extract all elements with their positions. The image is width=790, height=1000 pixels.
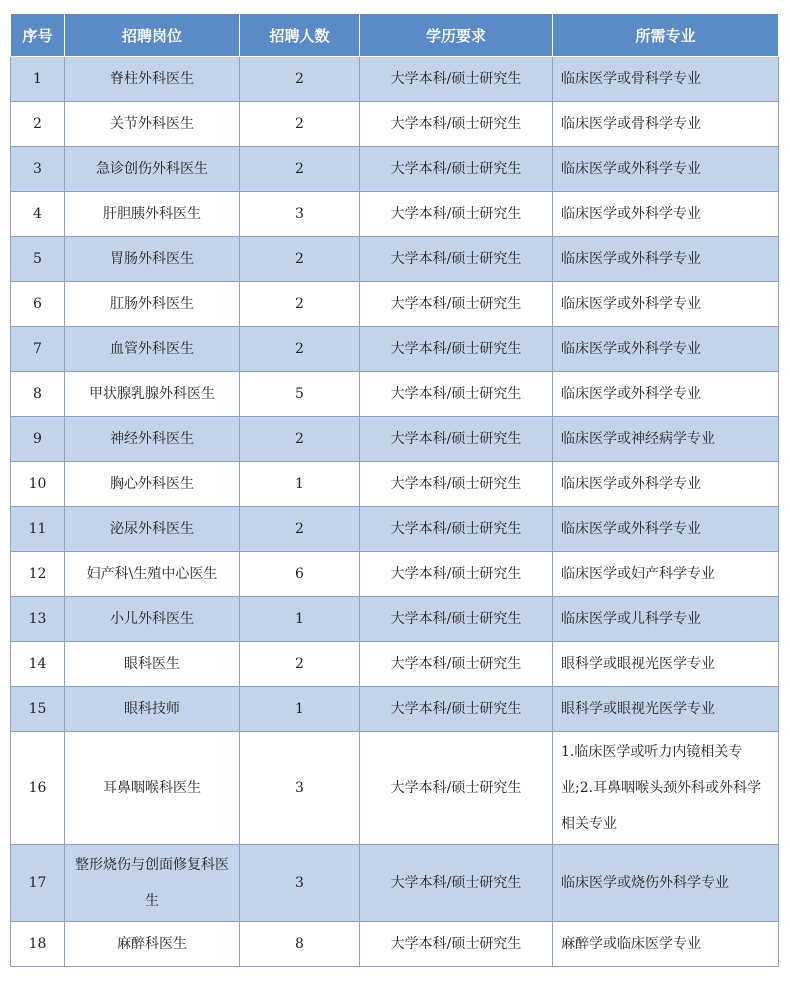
header-major: 所需专业 (553, 14, 779, 57)
table-row (11, 282, 779, 327)
cell-index: 8 (11, 372, 65, 417)
table-header-row (11, 14, 779, 57)
cell-count: 2 (240, 237, 360, 282)
cell-major: 临床医学或妇产科学专业 (553, 552, 779, 597)
cell-count: 6 (240, 552, 360, 597)
cell-major: 临床医学或外科学专业 (553, 192, 779, 237)
cell-major: 临床医学或外科学专业 (553, 237, 779, 282)
table-row (11, 922, 779, 967)
table-row (11, 687, 779, 732)
cell-position: 肝胆胰外科医生 (65, 192, 240, 237)
cell-position: 胸心外科医生 (65, 462, 240, 507)
cell-education: 大学本科/硕士研究生 (360, 57, 553, 102)
cell-count: 2 (240, 147, 360, 192)
cell-position: 整形烧伤与创面修复科医生 (65, 845, 240, 922)
cell-count: 1 (240, 597, 360, 642)
header-education: 学历要求 (360, 14, 553, 57)
cell-index: 14 (11, 642, 65, 687)
cell-index: 7 (11, 327, 65, 372)
cell-index: 6 (11, 282, 65, 327)
cell-education: 大学本科/硕士研究生 (360, 417, 553, 462)
cell-education: 大学本科/硕士研究生 (360, 642, 553, 687)
cell-education: 大学本科/硕士研究生 (360, 462, 553, 507)
cell-count: 3 (240, 845, 360, 922)
cell-count: 1 (240, 462, 360, 507)
cell-position: 神经外科医生 (65, 417, 240, 462)
cell-education: 大学本科/硕士研究生 (360, 282, 553, 327)
cell-index: 1 (11, 57, 65, 102)
table-row (11, 845, 779, 922)
cell-index: 11 (11, 507, 65, 552)
cell-count: 2 (240, 102, 360, 147)
cell-count: 5 (240, 372, 360, 417)
cell-major: 眼科学或眼视光医学专业 (553, 642, 779, 687)
cell-index: 10 (11, 462, 65, 507)
cell-position: 急诊创伤外科医生 (65, 147, 240, 192)
cell-index: 18 (11, 922, 65, 967)
cell-position: 麻醉科医生 (65, 922, 240, 967)
cell-position: 耳鼻咽喉科医生 (65, 732, 240, 845)
cell-major: 临床医学或骨科学专业 (553, 57, 779, 102)
cell-index: 12 (11, 552, 65, 597)
cell-education: 大学本科/硕士研究生 (360, 237, 553, 282)
cell-education: 大学本科/硕士研究生 (360, 327, 553, 372)
cell-count: 2 (240, 57, 360, 102)
table-row (11, 57, 779, 102)
cell-position: 脊柱外科医生 (65, 57, 240, 102)
header-position: 招聘岗位 (65, 14, 240, 57)
header-index: 序号 (11, 14, 65, 57)
table-row (11, 462, 779, 507)
cell-major: 临床医学或外科学专业 (553, 282, 779, 327)
table-row (11, 732, 779, 845)
cell-count: 2 (240, 507, 360, 552)
cell-position: 甲状腺乳腺外科医生 (65, 372, 240, 417)
cell-education: 大学本科/硕士研究生 (360, 507, 553, 552)
cell-position: 眼科医生 (65, 642, 240, 687)
cell-education: 大学本科/硕士研究生 (360, 102, 553, 147)
cell-position: 泌尿外科医生 (65, 507, 240, 552)
recruitment-table-container (10, 13, 778, 967)
cell-count: 1 (240, 687, 360, 732)
table-row (11, 507, 779, 552)
cell-index: 2 (11, 102, 65, 147)
cell-education: 大学本科/硕士研究生 (360, 192, 553, 237)
cell-major: 1.临床医学或听力内镜相关专业;2.耳鼻咽喉头颈外科或外科学相关专业 (553, 732, 779, 845)
cell-major: 临床医学或烧伤外科学专业 (553, 845, 779, 922)
table-row (11, 417, 779, 462)
cell-count: 8 (240, 922, 360, 967)
cell-education: 大学本科/硕士研究生 (360, 597, 553, 642)
table-row (11, 642, 779, 687)
cell-education: 大学本科/硕士研究生 (360, 552, 553, 597)
cell-index: 5 (11, 237, 65, 282)
cell-major: 临床医学或儿科学专业 (553, 597, 779, 642)
cell-major: 临床医学或外科学专业 (553, 462, 779, 507)
cell-index: 3 (11, 147, 65, 192)
cell-major: 临床医学或骨科学专业 (553, 102, 779, 147)
cell-index: 16 (11, 732, 65, 845)
cell-major: 临床医学或外科学专业 (553, 327, 779, 372)
cell-index: 17 (11, 845, 65, 922)
cell-count: 2 (240, 282, 360, 327)
cell-education: 大学本科/硕士研究生 (360, 147, 553, 192)
cell-major: 临床医学或神经病学专业 (553, 417, 779, 462)
table-row (11, 597, 779, 642)
cell-position: 血管外科医生 (65, 327, 240, 372)
cell-major: 临床医学或外科学专业 (553, 147, 779, 192)
table-row (11, 192, 779, 237)
table-row (11, 372, 779, 417)
cell-count: 3 (240, 192, 360, 237)
cell-count: 3 (240, 732, 360, 845)
cell-index: 13 (11, 597, 65, 642)
cell-position: 关节外科医生 (65, 102, 240, 147)
header-count: 招聘人数 (240, 14, 360, 57)
cell-index: 15 (11, 687, 65, 732)
cell-education: 大学本科/硕士研究生 (360, 372, 553, 417)
cell-position: 小儿外科医生 (65, 597, 240, 642)
cell-major: 临床医学或外科学专业 (553, 507, 779, 552)
cell-major: 临床医学或外科学专业 (553, 372, 779, 417)
cell-education: 大学本科/硕士研究生 (360, 687, 553, 732)
cell-position: 妇产科\生殖中心医生 (65, 552, 240, 597)
table-row (11, 147, 779, 192)
cell-education: 大学本科/硕士研究生 (360, 922, 553, 967)
cell-index: 9 (11, 417, 65, 462)
cell-education: 大学本科/硕士研究生 (360, 845, 553, 922)
table-body (11, 57, 779, 967)
cell-education: 大学本科/硕士研究生 (360, 732, 553, 845)
cell-position: 眼科技师 (65, 687, 240, 732)
cell-count: 2 (240, 642, 360, 687)
cell-index: 4 (11, 192, 65, 237)
cell-major: 眼科学或眼视光医学专业 (553, 687, 779, 732)
cell-position: 胃肠外科医生 (65, 237, 240, 282)
cell-position: 肛肠外科医生 (65, 282, 240, 327)
cell-major: 麻醉学或临床医学专业 (553, 922, 779, 967)
table-row (11, 102, 779, 147)
cell-count: 2 (240, 417, 360, 462)
table-row (11, 237, 779, 282)
table-row (11, 552, 779, 597)
cell-count: 2 (240, 327, 360, 372)
table-row (11, 327, 779, 372)
recruitment-table (10, 13, 779, 967)
